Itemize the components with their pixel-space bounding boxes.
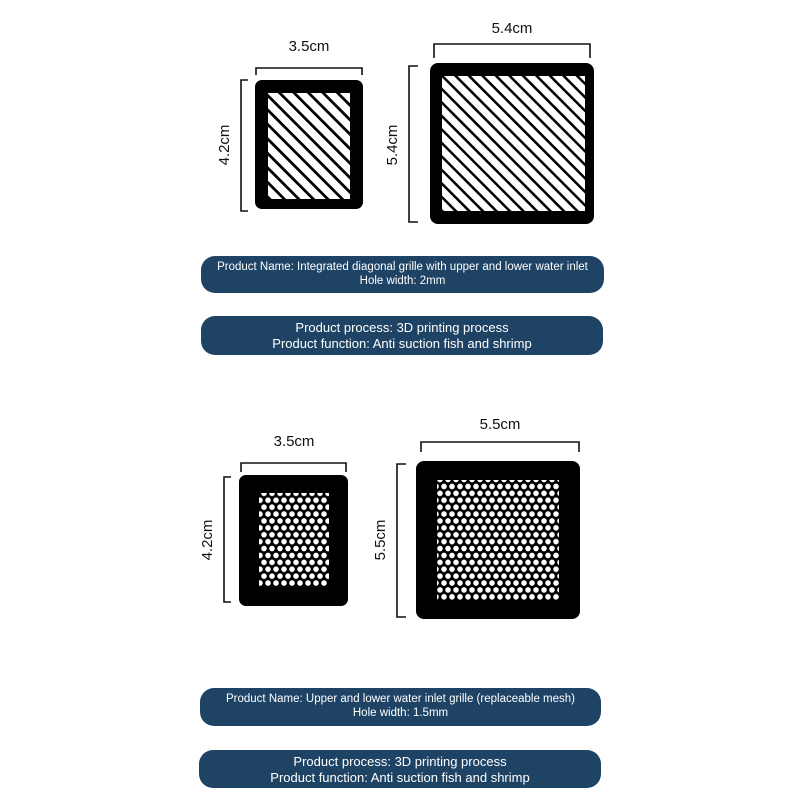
s1-process-text: Product process: 3D printing process (295, 320, 509, 335)
s2-small-height-dimension (199, 477, 231, 602)
s1-large-height-label: 5.4cm (384, 124, 401, 166)
s1-small-slot (122, 73, 268, 219)
s1-process-banner (201, 316, 603, 355)
s1-large-width-label: 5.4cm (491, 20, 533, 37)
s1-product-name-banner (201, 256, 604, 293)
s1-large-width-dimension (434, 20, 590, 58)
s2-process-banner (199, 750, 601, 788)
s2-function-text: Product function: Anti suction fish and shrimp (270, 770, 530, 785)
s1-product-name-text: Product Name: Integrated diagonal grille with upper and lower water inlet (217, 261, 588, 273)
s1-small-width-label: 3.5cm (288, 38, 330, 55)
s2-product-name-text: Product Name: Upper and lower water inlet grille (replaceable mesh) (226, 693, 575, 705)
s1-function-text: Product function: Anti suction fish and shrimp (272, 336, 532, 351)
s2-small-height-label: 4.2cm (199, 519, 216, 561)
s2-hole-width-text: Hole width: 1.5mm (352, 707, 449, 719)
s2-large-mesh-grille (416, 461, 580, 619)
s2-product-name-banner (200, 688, 601, 726)
s2-small-width-dimension (241, 433, 346, 472)
s2-small-mesh-grille (239, 475, 348, 606)
s2-small-width-label: 3.5cm (273, 433, 315, 450)
s2-large-hex-mesh (437, 480, 559, 600)
s1-small-height-label: 4.2cm (216, 124, 233, 166)
s2-large-width-label: 5.5cm (479, 416, 521, 433)
s1-hole-width-text: Hole width: 2mm (359, 275, 446, 287)
s2-process-text: Product process: 3D printing process (293, 754, 507, 769)
s2-small-hex-mesh (259, 493, 329, 586)
s1-small-height-dimension (216, 80, 248, 211)
s2-large-height-label: 5.5cm (372, 519, 389, 561)
s2-large-height-dimension (372, 464, 406, 617)
s1-large-height-dimension (384, 66, 418, 222)
s2-large-width-dimension (421, 416, 579, 452)
s1-large-slot (578, 56, 753, 231)
s1-small-width-dimension (256, 38, 362, 75)
